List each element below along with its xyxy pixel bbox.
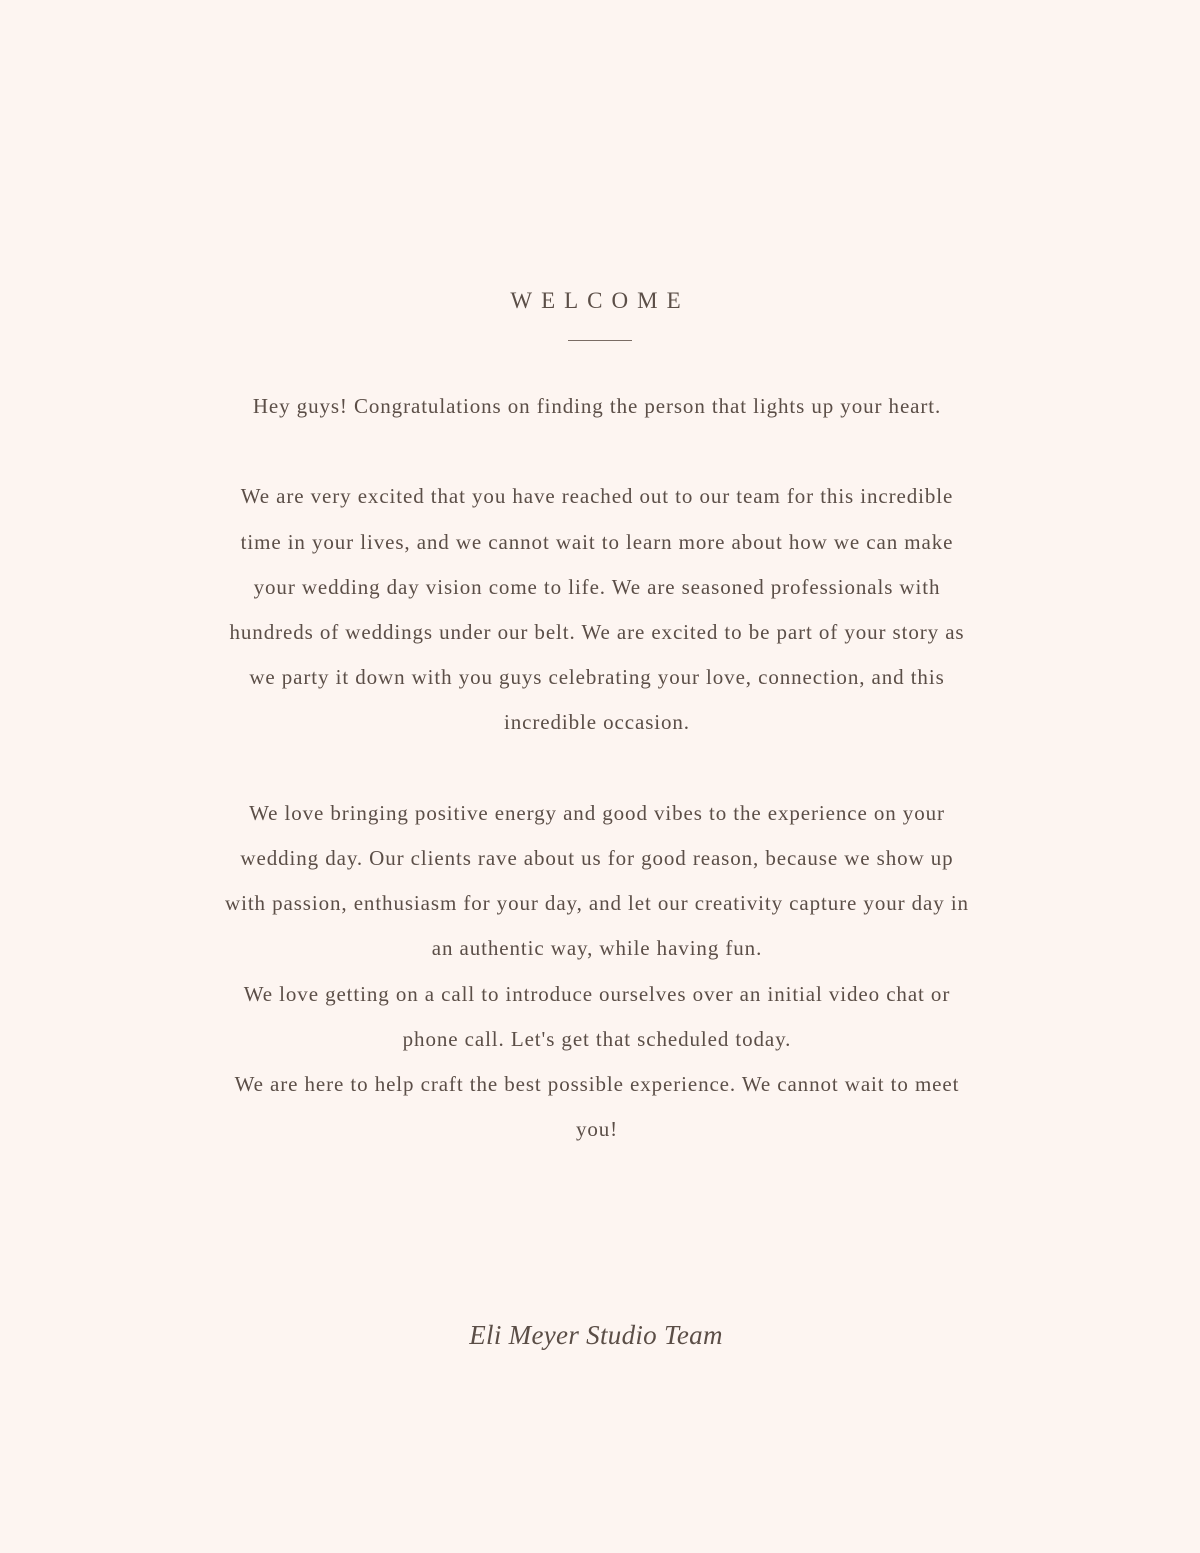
paragraph-congratulations: Hey guys! Congratulations on finding the person that lights up your heart.	[252, 394, 942, 418]
welcome-letter-body	[222, 384, 972, 1152]
paragraph-call: We love getting on a call to introduce ourselves over an initial video chat or phone call. Let's get that scheduled today.	[243, 981, 951, 1051]
page-title: WELCOME	[510, 288, 690, 313]
paragraph-spacer	[222, 429, 972, 474]
paragraph-spacer	[222, 746, 972, 791]
title-divider	[568, 340, 632, 341]
paragraph-positive-energy: We love bringing positive energy and good vibes to the experience on your wedding day. Our clients rave about us for good reason, because we show up with passion, enthusiasm for your day, and let our creativity capture your day in an authentic way, while having fun.	[225, 800, 969, 961]
paragraph-closing: We are here to help craft the best possible experience. We cannot wait to meet you!	[234, 1072, 960, 1142]
paragraph-excited: We are very excited that you have reached out to our team for this incredible time in your lives, and we cannot wait to learn more about how we can make your wedding day vision come to life. We are seasoned professionals with hundreds of weddings under our belt. We are excited to be part of your story as we party it down with you guys celebrating your love, connection, and this incredible occasion.	[229, 484, 965, 735]
signature: Eli Meyer Studio Team	[469, 1320, 723, 1350]
